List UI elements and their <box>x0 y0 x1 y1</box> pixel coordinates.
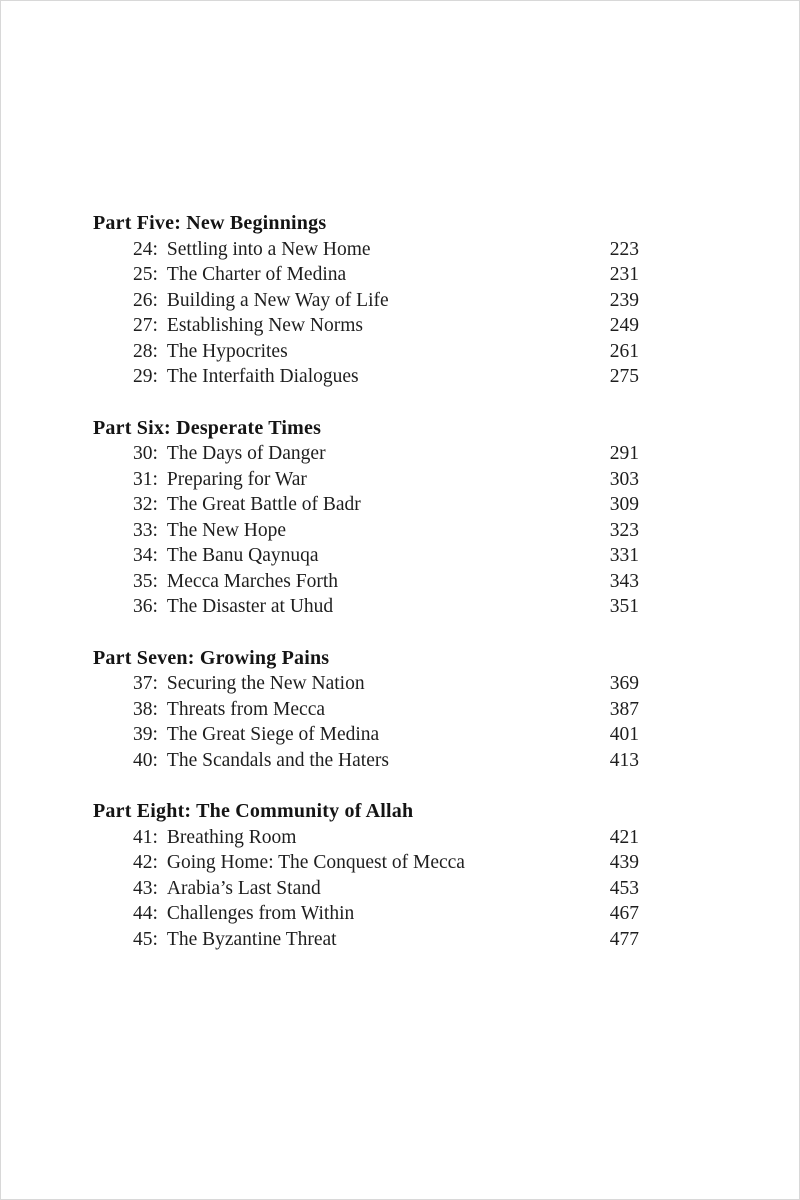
chapter-page-number: 467 <box>609 903 639 924</box>
chapter-title: The Hypocrites <box>166 340 288 362</box>
chapter-number: 35: <box>133 570 158 592</box>
chapter-number: 45: <box>133 928 158 950</box>
chapter-row <box>93 876 639 902</box>
chapter-title: The Scandals and the Haters <box>166 749 389 771</box>
toc-section <box>93 646 639 774</box>
chapter-row <box>93 543 639 569</box>
chapter-page-number: 439 <box>609 852 639 873</box>
chapter-number: 44: <box>133 903 158 924</box>
chapter-row <box>93 748 639 774</box>
table-of-contents <box>93 211 639 952</box>
part-heading: Part Five: New Beginnings <box>93 212 327 234</box>
part-heading: Part Six: Desperate Times <box>93 416 322 439</box>
chapter-title: The Great Siege of Medina <box>166 724 380 745</box>
chapter-title: Establishing New Norms <box>166 315 363 336</box>
chapter-row <box>93 825 639 851</box>
chapter-number: 30: <box>133 443 158 464</box>
chapter-number: 32: <box>133 494 158 515</box>
chapter-title: Settling into a New Home <box>166 238 371 260</box>
chapter-page-number: 477 <box>609 928 639 950</box>
part-heading: Part Seven: Growing Pains <box>93 646 330 669</box>
chapter-number: 34: <box>133 545 158 566</box>
chapter-title: The Banu Qaynuqa <box>166 545 319 566</box>
chapter-page-number: 309 <box>609 494 639 515</box>
chapter-title: The Interfaith Dialogues <box>166 366 359 387</box>
chapter-title: The New Hope <box>166 519 287 541</box>
chapter-row <box>93 364 639 390</box>
chapter-number: 26: <box>133 289 158 311</box>
chapter-title: The Charter of Medina <box>166 264 347 285</box>
chapter-number: 36: <box>133 596 158 617</box>
chapter-title: Mecca Marches Forth <box>166 570 339 592</box>
chapter-page-number: 323 <box>609 519 639 541</box>
chapter-number: 39: <box>133 724 158 745</box>
chapter-page-number: 343 <box>609 570 639 592</box>
chapter-row <box>93 569 639 595</box>
chapter-number: 38: <box>133 698 158 720</box>
chapter-page-number: 275 <box>609 366 639 387</box>
chapter-row <box>93 288 639 314</box>
chapter-page-number: 351 <box>609 596 639 617</box>
chapter-page-number: 453 <box>609 877 639 899</box>
chapter-list <box>93 825 639 953</box>
chapter-row <box>93 850 639 876</box>
chapter-row <box>93 262 639 288</box>
chapter-title: Arabia’s Last Stand <box>166 877 321 899</box>
chapter-title: Challenges from Within <box>166 903 355 924</box>
chapter-number: 41: <box>133 826 158 848</box>
chapter-row <box>93 697 639 723</box>
chapter-number: 43: <box>133 877 158 899</box>
chapter-title: The Byzantine Threat <box>166 928 337 950</box>
chapter-row <box>93 492 639 518</box>
chapter-row <box>93 467 639 493</box>
chapter-page-number: 401 <box>609 724 639 745</box>
chapter-page-number: 421 <box>609 826 639 848</box>
chapter-title: Breathing Room <box>166 826 297 848</box>
chapter-number: 40: <box>133 749 158 771</box>
chapter-title: The Disaster at Uhud <box>166 596 334 617</box>
chapter-title: Preparing for War <box>166 468 307 490</box>
chapter-row <box>93 313 639 339</box>
chapter-number: 25: <box>133 264 158 285</box>
chapter-page-number: 413 <box>609 749 639 771</box>
chapter-list <box>93 441 639 620</box>
chapter-page-number: 303 <box>609 468 639 490</box>
chapter-title: Going Home: The Conquest of Mecca <box>166 852 465 873</box>
chapter-row <box>93 237 639 263</box>
chapter-number: 28: <box>133 340 158 362</box>
chapter-row <box>93 927 639 953</box>
chapter-number: 37: <box>133 673 158 694</box>
chapter-title: Building a New Way of Life <box>166 289 389 311</box>
chapter-row <box>93 594 639 620</box>
chapter-page-number: 223 <box>609 238 639 260</box>
chapter-row <box>93 901 639 927</box>
chapter-number: 31: <box>133 468 158 490</box>
chapter-page-number: 249 <box>609 315 639 336</box>
chapter-page-number: 331 <box>609 545 639 566</box>
chapter-page-number: 369 <box>609 673 639 694</box>
chapter-page-number: 291 <box>609 443 639 464</box>
chapter-page-number: 239 <box>609 289 639 311</box>
chapter-title: The Great Battle of Badr <box>166 494 361 515</box>
toc-section <box>93 799 639 952</box>
chapter-number: 27: <box>133 315 158 336</box>
chapter-row <box>93 441 639 467</box>
chapter-number: 42: <box>133 852 158 873</box>
chapter-page-number: 261 <box>609 340 639 362</box>
chapter-title: Securing the New Nation <box>166 673 365 694</box>
chapter-title: The Days of Danger <box>166 443 326 464</box>
toc-section <box>93 211 639 390</box>
chapter-list <box>93 671 639 773</box>
chapter-number: 29: <box>133 366 158 387</box>
toc-section <box>93 416 639 620</box>
part-heading: Part Eight: The Community of Allah <box>93 800 414 822</box>
chapter-number: 33: <box>133 519 158 541</box>
chapter-row <box>93 518 639 544</box>
chapter-number: 24: <box>133 238 158 260</box>
chapter-page-number: 387 <box>609 698 639 720</box>
chapter-row <box>93 722 639 748</box>
chapter-title: Threats from Mecca <box>166 698 326 720</box>
chapter-list <box>93 237 639 390</box>
chapter-page-number: 231 <box>609 264 639 285</box>
chapter-row <box>93 671 639 697</box>
chapter-row <box>93 339 639 365</box>
